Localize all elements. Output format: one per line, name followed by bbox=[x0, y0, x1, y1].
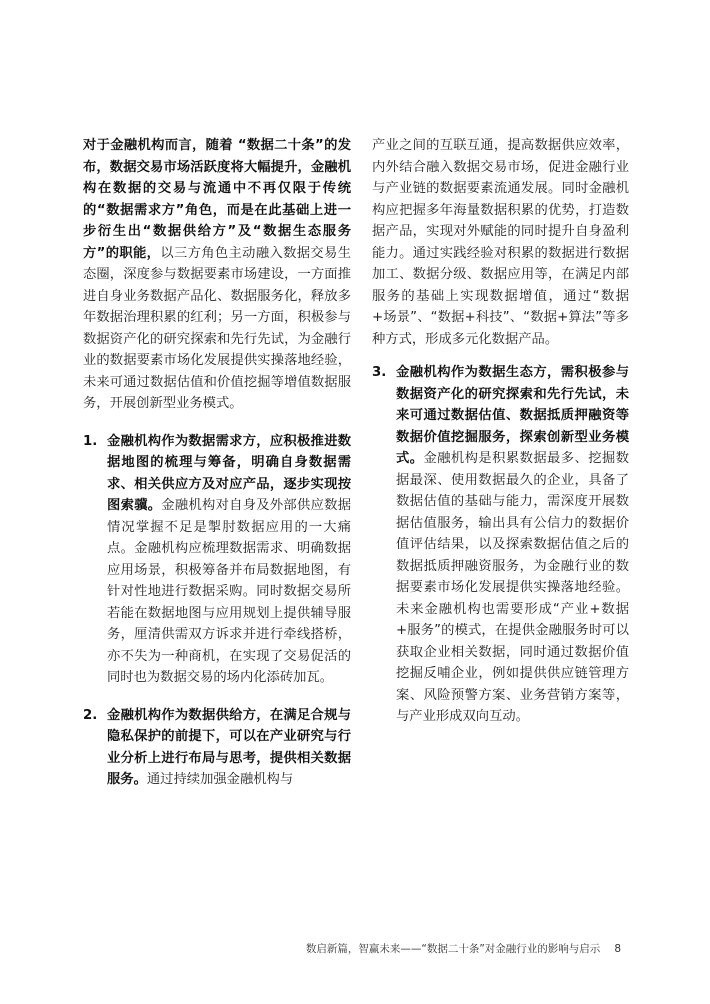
list-number-1: 1. bbox=[83, 433, 98, 449]
intro-bold-text: 对于金融机构而言，随着 “数据二十条”的发布，数据交易市场活跃度将大幅提升，金融机构在数据的交易与流通中不再仅限于传统的“数据需求方”角色，而是在此基础上进一步衍生出“数据供给方”及“数据生态服务方”的职能， bbox=[83, 138, 351, 261]
item1-bold-text: 金融机构作为数据需求方，应积极推进数据地图的梳理与筹备，明确自身数据需求、相关供应方及对应产品，逐步实现按图索骥。 bbox=[107, 433, 351, 513]
continuation-paragraph: 产业之间的互联互通，提高数据供应效率，内外结合融入数据交易市场，促进金融行业与产业链的数据要素流通发展。同时金融机构应把握多年海量数据积累的优势，打造数据产品，实现对外赋能的同时提升自身盈利能力。通过实践经验对积累的数据进行数据加工、数据分级、数据应用等，在满足内部服务的基础上实现数据增值，通过“数据+场景”、“数据+科技”、“数据+算法”等多种方式，形成多元化数据产品。 bbox=[372, 138, 629, 347]
intro-paragraph bbox=[83, 135, 351, 415]
list-number-2: 2. bbox=[83, 707, 98, 723]
item2-body-text: 通过持续加强金融机构与 bbox=[146, 772, 294, 787]
list-item-3-text bbox=[396, 362, 629, 728]
list-item-2 bbox=[83, 705, 351, 791]
list-item-1-text bbox=[107, 431, 351, 689]
item2-bold-text: 金融机构作为数据供给方，在满足合规与隐私保护的前提下，可以在产业研究与行业分析上进行布局与思考，提供相关数据服务。 bbox=[107, 707, 351, 787]
list-item-2-text bbox=[107, 705, 351, 791]
right-column bbox=[372, 135, 629, 744]
footer-title: 数启新篇，智赢未来——“数据二十条”对金融行业的影响与启示 bbox=[305, 943, 601, 955]
left-column bbox=[83, 135, 351, 807]
list-number-3: 3. bbox=[372, 365, 387, 380]
intro-body-text: 以三方角色主动融入数据交易生态圈，深度参与数据要素市场建设，一方面推进自身业务数据产品化、数据服务化，释放多年数据治理积累的红利；另一方面，积极参与数据资产化的研究探索和先行先试，为金融行业的数据要素市场化发展提供实操落地经验，未来可通过数据估值和价值挖掘等增值数据服务，开展创新型业务模式。 bbox=[83, 245, 351, 411]
item3-body-text: 金融机构是积累数据最多、挖掘数据最深、使用数据最久的企业，具备了数据估值的基础与能力，需深度开展数据估值服务，输出具有公信力的数据价值评估结果，以及探索数据估值之后的数据抵质押融资服务，为金融行业的数据要素市场化发展提供实操落地经验。未来金融机构也需要形成“产业+数据+服务”的模式，在提供金融服务时可以获取企业相关数据，同时通过数据价值挖掘反哺企业，例如提供供应链管理方案、风险预警方案、业务营销方案等，与产业形成双向互动。 bbox=[396, 451, 630, 724]
item3-bold-text: 金融机构作为数据生态方，需积极参与数据资产化的研究探索和先行先试，未来可通过数据估值、数据抵质押融资等数据价值挖掘服务，探索创新型业务模式。 bbox=[396, 365, 629, 466]
list-item-3 bbox=[372, 362, 629, 728]
page-number: 8 bbox=[614, 943, 621, 955]
page-footer bbox=[0, 941, 621, 956]
item1-body-text: 金融机构对自身及外部供应数据情况掌握不足是掣肘数据应用的一大痛点。金融机构应梳理数据需求、明确数据应用场景，积极筹备并布局数据地图，有针对性地进行数据采购。同时数据交易所若能在数据地图与应用规划上提供辅导服务，厘清供需双方诉求并进行牵线搭桥，亦不失为一种商机，在实现了交易促活的同时也为数据交易的场内化添砖加瓦。 bbox=[107, 498, 352, 685]
list-item-1 bbox=[83, 431, 351, 689]
